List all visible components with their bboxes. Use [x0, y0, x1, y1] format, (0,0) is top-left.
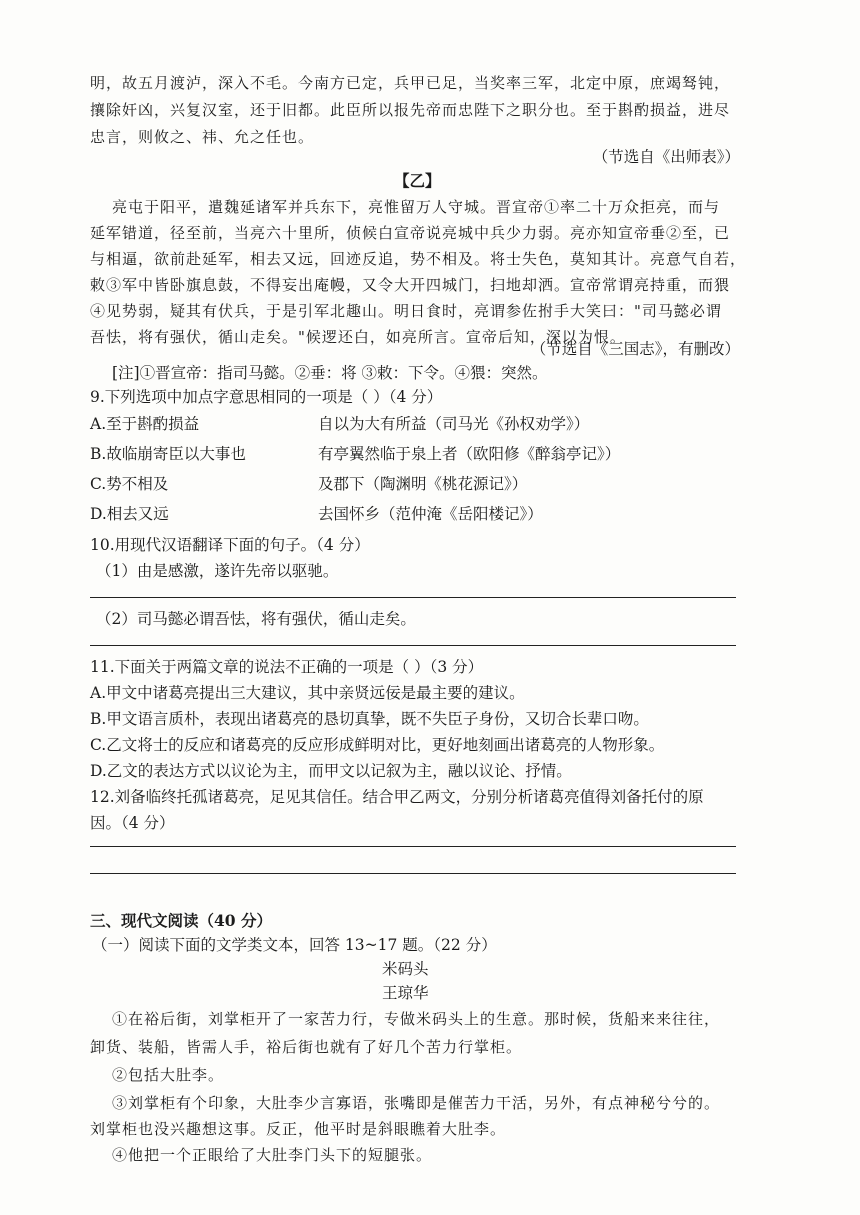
yi-source: （节选自《三国志》，有删改） — [530, 340, 740, 358]
answer-line-q10-2[interactable] — [90, 645, 736, 646]
yi-line-4: 敕③军中皆卧旗息鼓，不得妄出庵幔，又令大开四城门，扫地却洒。宣帝常谓亮持重，而猥 — [90, 276, 731, 294]
q9-option-a-left: A.至于斟酌损益 — [90, 415, 200, 433]
yi-note: [注]①晋宣帝：指司马懿。②垂：将 ③敕：下令。④猥：突然。 — [112, 364, 548, 382]
q10-stem: 10.用现代汉语翻译下面的句子。（4 分） — [90, 536, 370, 554]
yi-line-1: 亮屯于阳平，遣魏延诸军并兵东下，亮惟留万人守城。晋宣帝①率二十万众拒亮，而与 — [112, 198, 721, 216]
q11-stem: 11.下面关于两篇文章的说法不正确的一项是（ ）（3 分） — [90, 658, 484, 676]
jia-line-1: 明，故五月渡泸，深入不毛。今南方已定，兵甲已足，当奖率三军，北定中原，庶竭驽钝， — [90, 74, 731, 92]
answer-line-q12-2[interactable] — [90, 873, 736, 874]
story-para-1-line-2: 卸货、装船，皆需人手，裕后街也就有了好几个苦力行掌柜。 — [90, 1038, 523, 1056]
story-para-4: ④他把一个正眼给了大肚李门头下的短腿张。 — [112, 1146, 433, 1164]
story-para-1-line-1: ①在裕后街，刘掌柜开了一家苦力行，专做米码头上的生意。那时候，货船来来往往， — [112, 1010, 721, 1028]
q9-option-b-left: B.故临崩寄臣以大事也 — [90, 445, 246, 463]
q9-option-d-right: 去国怀乡（范仲淹《岳阳楼记》） — [318, 505, 543, 523]
q10-sentence-2: （2）司马懿必谓吾怯，将有强伏，循山走矣。 — [96, 610, 416, 628]
answer-line-q12-1[interactable] — [90, 846, 736, 847]
yi-line-3: 与相逼，欲前赴延军，相去又远，回迹反追，势不相及。将士失色，莫知其计。亮意气自若， — [90, 250, 747, 268]
jia-line-2: 攘除奸凶，兴复汉室，还于旧都。此臣所以报先帝而忠陛下之职分也。至于斟酌损益，进尽 — [90, 101, 731, 119]
section-3-title: 三、现代文阅读（40 分） — [90, 911, 272, 930]
yi-line-5: ④见势弱，疑其有伏兵，于是引军北趣山。明日食时，亮谓参佐拊手大笑曰："司马懿必谓 — [90, 302, 722, 320]
q11-option-d: D.乙文的表达方式以议论为主，而甲文以记叙为主，融以议论、抒情。 — [90, 762, 572, 780]
story-title: 米码头 — [382, 960, 429, 978]
yi-heading: 【乙】 — [394, 171, 441, 190]
story-para-2: ②包括大肚李。 — [112, 1066, 225, 1084]
q12-line-1: 12.刘备临终托孤诸葛亮，足见其信任。结合甲乙两文，分别分析诸葛亮值得刘备托付的原 — [90, 788, 704, 806]
jia-line-3: 忠言，则攸之、祎、允之任也。 — [90, 128, 315, 146]
story-para-3-line-2: 刘掌柜也没兴趣想这事。反正，他平时是斜眼瞧着大肚李。 — [90, 1120, 507, 1138]
q9-option-a-right: 自以为大有所益（司马光《孙权劝学》） — [318, 415, 590, 433]
q12-line-2: 因。（4 分） — [90, 814, 175, 832]
q9-option-b-right: 有亭翼然临于泉上者（欧阳修《醉翁亭记》） — [318, 445, 621, 463]
story-author: 王琼华 — [382, 984, 429, 1002]
q10-sentence-1: （1）由是感激，遂许先帝以驱驰。 — [96, 562, 339, 580]
story-para-3-line-1: ③刘掌柜有个印象，大肚李少言寡语，张嘴即是催苦力干活，另外，有点神秘兮兮的。 — [112, 1094, 721, 1112]
q9-stem: 9.下列选项中加点字意思相同的一项是（ ）（4 分） — [90, 388, 443, 406]
jia-source: （节选自《出师表》） — [592, 148, 740, 166]
q11-option-b: B.甲文语言质朴，表现出诸葛亮的恳切真挚，既不失臣子身份，又切合长辈口吻。 — [90, 710, 649, 728]
yi-line-2: 延军错道，径至前，当亮六十里所，侦候白宣帝说亮城中兵少力弱。亮亦知宣帝垂②至，已 — [90, 224, 731, 242]
q9-option-c-left: C.势不相及 — [90, 475, 169, 493]
q11-option-a: A.甲文中诸葛亮提出三大建议，其中亲贤远佞是最主要的建议。 — [90, 684, 525, 702]
q9-option-c-right: 及郡下（陶渊明《桃花源记》） — [318, 475, 528, 493]
q9-option-d-left: D.相去又远 — [90, 505, 169, 523]
yi-line-6: 吾怯，将有强伏，循山走矣。"候逻还白，如亮所言。宣帝后知，深以为恨。 — [90, 328, 626, 346]
answer-line-q10-1[interactable] — [90, 597, 736, 598]
q11-option-c: C.乙文将士的反应和诸葛亮的反应形成鲜明对比，更好地刻画出诸葛亮的人物形象。 — [90, 736, 665, 754]
section-3-subheading: （一）阅读下面的文学类文本，回答 13~17 题。（22 分） — [92, 936, 497, 954]
